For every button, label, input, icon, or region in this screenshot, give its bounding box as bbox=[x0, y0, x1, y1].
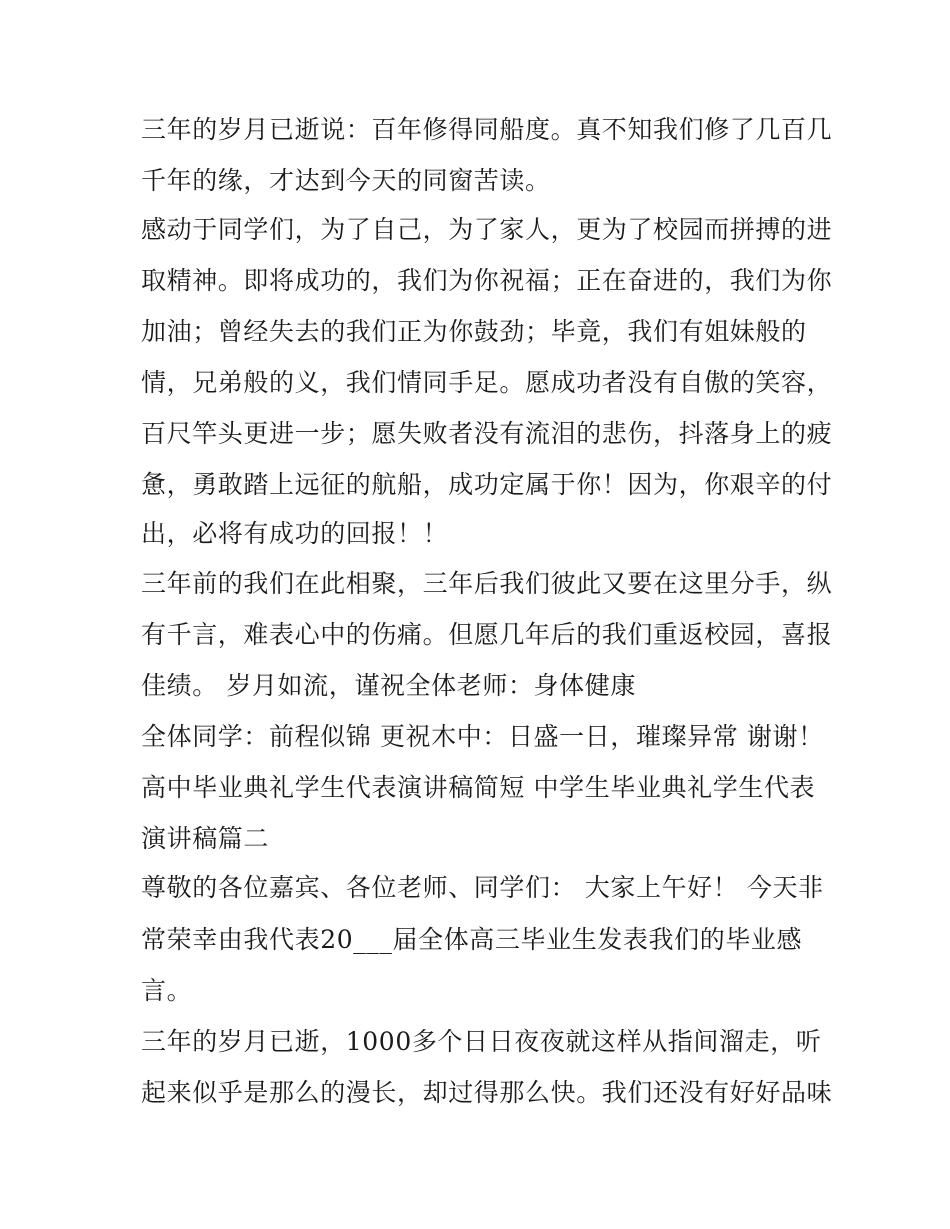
text-line: 佳绩。 岁月如流，谨祝全体老师：身体健康 bbox=[141, 671, 636, 700]
text-line: 取精神。即将成功的，我们为你祝福；正在奋进的，我们为你 bbox=[141, 266, 833, 295]
text-line: 感动于同学们，为了自己，为了家人，更为了校园而拼搏的进 bbox=[141, 215, 833, 244]
text-line: 三年前的我们在此相聚，三年后我们彼此又要在这里分手，纵 bbox=[141, 569, 833, 598]
text-line: 情，兄弟般的义，我们情同手足。愿成功者没有自傲的笑容， bbox=[141, 368, 833, 397]
text-line: 尊敬的各位嘉宾、各位老师、同学们： 大家上午好！ 今天非 bbox=[141, 873, 824, 902]
text-line: 百尺竿头更进一步；愿失败者没有流泪的悲伤，抖落身上的疲 bbox=[141, 419, 833, 448]
text-line: 全体同学：前程似锦 更祝木中：日盛一日，璀璨异常 谢谢！ bbox=[141, 722, 824, 751]
text-line: 有千言，难表心中的伤痛。但愿几年后的我们重返校园，喜报 bbox=[141, 620, 833, 649]
text-line: 言。 bbox=[141, 976, 193, 1005]
text-line: 三年的岁月已逝，1000多个日日夜夜就这样从指间溜走，听 bbox=[141, 1027, 822, 1056]
text-line: 常荣幸由我代表20___届全体高三毕业生发表我们的毕业感 bbox=[141, 925, 803, 954]
text-line: 三年的岁月已逝说：百年修得同船度。真不知我们修了几百几 bbox=[141, 115, 833, 144]
text-line: 起来似乎是那么的漫长，却过得那么快。我们还没有好好品味 bbox=[141, 1078, 833, 1107]
text-line: 演讲稿篇二 bbox=[141, 824, 270, 853]
text-line: 惫，勇敢踏上远征的航船，成功定属于你！因为，你艰辛的付 bbox=[141, 470, 833, 499]
text-line: 加油；曾经失去的我们正为你鼓劲；毕竟，我们有姐妹般的 bbox=[141, 317, 807, 346]
text-line: 高中毕业典礼学生代表演讲稿简短 中学生毕业典礼学生代表 bbox=[141, 773, 816, 802]
text-line: 出，必将有成功的回报！！ bbox=[141, 519, 449, 548]
text-line: 千年的缘，才达到今天的同窗苦读。 bbox=[141, 166, 551, 195]
